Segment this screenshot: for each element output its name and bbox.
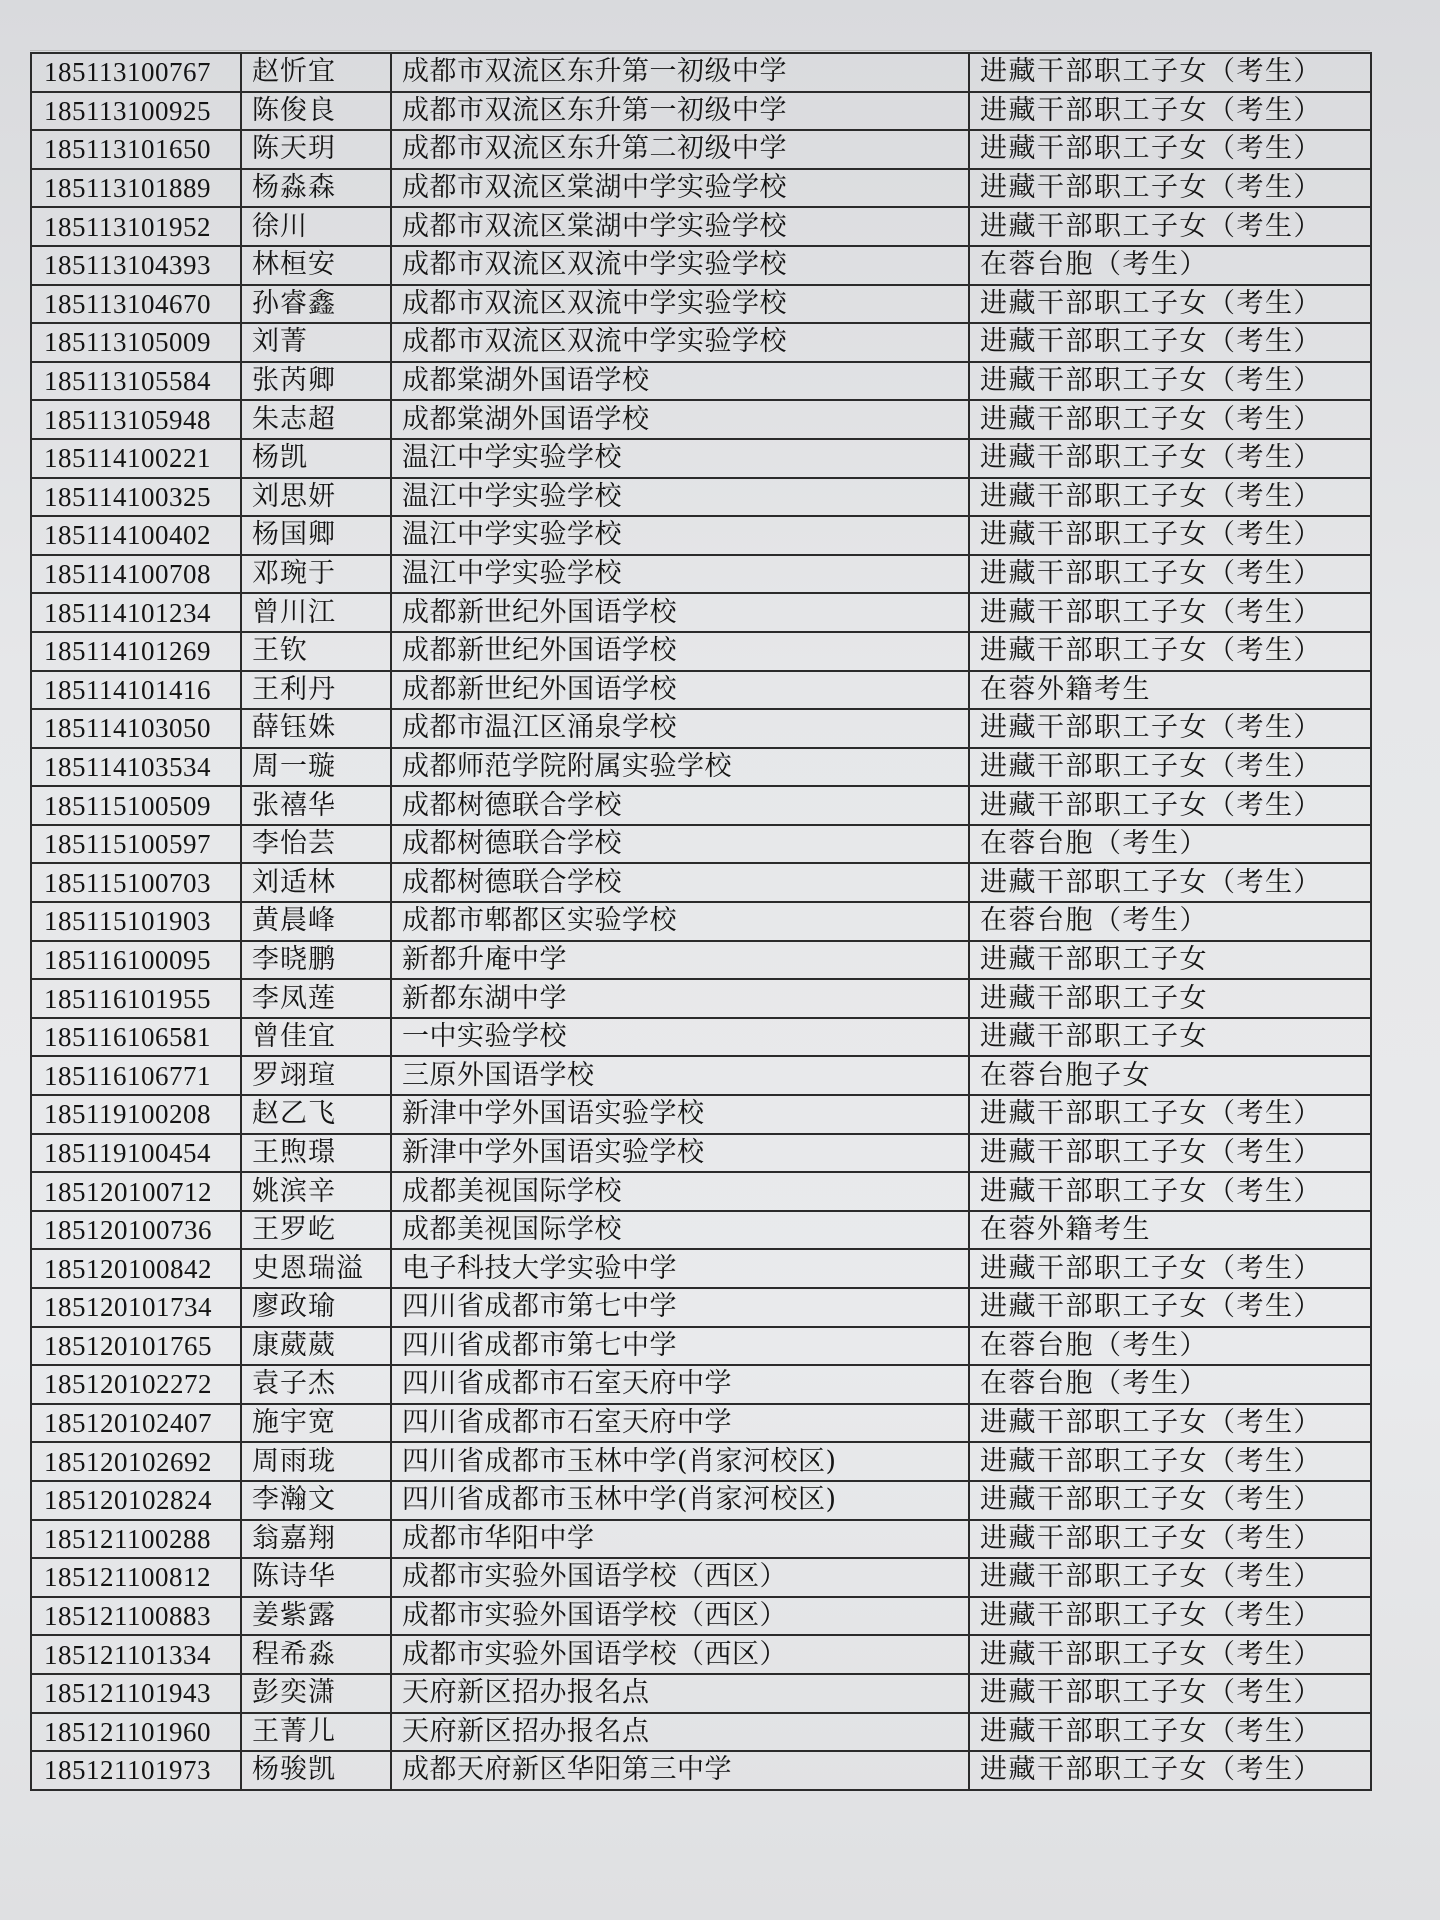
school-cell: 成都新世纪外国语学校	[391, 671, 969, 710]
exam-id-cell: 185115101903	[31, 902, 241, 941]
school-cell: 一中实验学校	[391, 1018, 969, 1057]
table-row	[31, 863, 1371, 902]
student-name-cell: 刘适林	[241, 863, 391, 902]
student-name-cell: 杨国卿	[241, 516, 391, 555]
category-cell: 进藏干部职工子女（考生）	[969, 593, 1371, 632]
school-cell: 成都市双流区东升第一初级中学	[391, 53, 969, 92]
exam-id-cell: 185114103050	[31, 709, 241, 748]
student-name-cell: 陈天玥	[241, 130, 391, 169]
category-cell: 进藏干部职工子女	[969, 941, 1371, 980]
student-name-cell: 陈俊良	[241, 92, 391, 131]
school-cell: 三原外国语学校	[391, 1056, 969, 1095]
table-row	[31, 207, 1371, 246]
exam-id-cell: 185121100812	[31, 1558, 241, 1597]
exam-id-cell: 185113105009	[31, 323, 241, 362]
exam-id-cell: 185121101334	[31, 1635, 241, 1674]
school-cell: 成都市双流区双流中学实验学校	[391, 323, 969, 362]
exam-id-cell: 185120100842	[31, 1249, 241, 1288]
student-name-cell: 廖政瑜	[241, 1288, 391, 1327]
category-cell: 在蓉台胞（考生）	[969, 1365, 1371, 1404]
category-cell: 在蓉外籍考生	[969, 1211, 1371, 1250]
exam-id-cell: 185121101943	[31, 1674, 241, 1713]
exam-id-cell: 185120102692	[31, 1442, 241, 1481]
table-row	[31, 1172, 1371, 1211]
exam-id-cell: 185113104670	[31, 285, 241, 324]
exam-id-cell: 185113105584	[31, 362, 241, 401]
student-name-cell: 孙睿鑫	[241, 285, 391, 324]
category-cell: 进藏干部职工子女（考生）	[969, 516, 1371, 555]
exam-id-cell: 185113100925	[31, 92, 241, 131]
school-cell: 四川省成都市玉林中学(肖家河校区)	[391, 1481, 969, 1520]
table-row	[31, 1635, 1371, 1674]
student-name-cell: 翁嘉翔	[241, 1520, 391, 1559]
table-row	[31, 593, 1371, 632]
table-row	[31, 246, 1371, 285]
student-name-cell: 李瀚文	[241, 1481, 391, 1520]
category-cell: 进藏干部职工子女（考生）	[969, 1095, 1371, 1134]
school-cell: 成都市实验外国语学校（西区）	[391, 1635, 969, 1674]
exam-id-cell: 185113105948	[31, 400, 241, 439]
exam-id-cell: 185113100767	[31, 53, 241, 92]
table-row	[31, 941, 1371, 980]
school-cell: 温江中学实验学校	[391, 478, 969, 517]
category-cell: 进藏干部职工子女（考生）	[969, 1172, 1371, 1211]
school-cell: 成都市温江区涌泉学校	[391, 709, 969, 748]
school-cell: 成都新世纪外国语学校	[391, 632, 969, 671]
table-row	[31, 1056, 1371, 1095]
exam-id-cell: 185114100221	[31, 439, 241, 478]
student-name-cell: 袁子杰	[241, 1365, 391, 1404]
student-name-cell: 姜紫露	[241, 1597, 391, 1636]
table-row	[31, 92, 1371, 131]
table-row	[31, 1520, 1371, 1559]
table-row	[31, 1597, 1371, 1636]
student-name-cell: 刘菁	[241, 323, 391, 362]
exam-id-cell: 185115100597	[31, 825, 241, 864]
exam-id-cell: 185120102824	[31, 1481, 241, 1520]
student-name-cell: 曾佳宜	[241, 1018, 391, 1057]
table-row	[31, 1404, 1371, 1443]
category-cell: 进藏干部职工子女（考生）	[969, 169, 1371, 208]
category-cell: 进藏干部职工子女（考生）	[969, 1597, 1371, 1636]
student-name-cell: 彭奕潇	[241, 1674, 391, 1713]
exam-id-cell: 185121100288	[31, 1520, 241, 1559]
exam-id-cell: 185113101952	[31, 207, 241, 246]
student-name-cell: 曾川江	[241, 593, 391, 632]
school-cell: 成都市华阳中学	[391, 1520, 969, 1559]
student-name-cell: 李晓鹏	[241, 941, 391, 980]
category-cell: 进藏干部职工子女（考生）	[969, 1404, 1371, 1443]
student-name-cell: 刘思妍	[241, 478, 391, 517]
exam-id-cell: 185121101973	[31, 1751, 241, 1790]
exam-id-cell: 185113101650	[31, 130, 241, 169]
exam-id-cell: 185114103534	[31, 748, 241, 787]
table-row	[31, 1365, 1371, 1404]
category-cell: 进藏干部职工子女（考生）	[969, 863, 1371, 902]
school-cell: 四川省成都市第七中学	[391, 1288, 969, 1327]
category-cell: 进藏干部职工子女	[969, 1018, 1371, 1057]
table-row	[31, 362, 1371, 401]
exam-id-cell: 185114100325	[31, 478, 241, 517]
candidate-table	[30, 52, 1372, 1791]
exam-id-cell: 185121101960	[31, 1713, 241, 1752]
student-name-cell: 周一璇	[241, 748, 391, 787]
exam-id-cell: 185113101889	[31, 169, 241, 208]
exam-id-cell: 185116106771	[31, 1056, 241, 1095]
category-cell: 在蓉外籍考生	[969, 671, 1371, 710]
school-cell: 成都美视国际学校	[391, 1211, 969, 1250]
category-cell: 进藏干部职工子女（考生）	[969, 1481, 1371, 1520]
table-row	[31, 748, 1371, 787]
school-cell: 成都美视国际学校	[391, 1172, 969, 1211]
school-cell: 四川省成都市玉林中学(肖家河校区)	[391, 1442, 969, 1481]
table-row	[31, 786, 1371, 825]
student-name-cell: 赵乙飞	[241, 1095, 391, 1134]
exam-id-cell: 185120100736	[31, 1211, 241, 1250]
school-cell: 成都棠湖外国语学校	[391, 362, 969, 401]
school-cell: 新津中学外国语实验学校	[391, 1095, 969, 1134]
student-name-cell: 王利丹	[241, 671, 391, 710]
exam-id-cell: 185114100708	[31, 555, 241, 594]
student-name-cell: 施宇宽	[241, 1404, 391, 1443]
student-name-cell: 王煦璟	[241, 1134, 391, 1173]
school-cell: 成都树德联合学校	[391, 786, 969, 825]
table-row	[31, 1095, 1371, 1134]
exam-id-cell: 185116100095	[31, 941, 241, 980]
student-name-cell: 张禧华	[241, 786, 391, 825]
school-cell: 成都树德联合学校	[391, 863, 969, 902]
category-cell: 进藏干部职工子女（考生）	[969, 478, 1371, 517]
table-row	[31, 1442, 1371, 1481]
exam-id-cell: 185121100883	[31, 1597, 241, 1636]
school-cell: 成都市实验外国语学校（西区）	[391, 1597, 969, 1636]
exam-id-cell: 185114101269	[31, 632, 241, 671]
category-cell: 进藏干部职工子女（考生）	[969, 207, 1371, 246]
table-row	[31, 555, 1371, 594]
category-cell: 进藏干部职工子女（考生）	[969, 1288, 1371, 1327]
category-cell: 在蓉台胞（考生）	[969, 246, 1371, 285]
school-cell: 温江中学实验学校	[391, 516, 969, 555]
table-row	[31, 478, 1371, 517]
table-row	[31, 902, 1371, 941]
student-name-cell: 周雨珑	[241, 1442, 391, 1481]
student-name-cell: 薛钰姝	[241, 709, 391, 748]
table-row	[31, 285, 1371, 324]
category-cell: 在蓉台胞（考生）	[969, 902, 1371, 941]
student-name-cell: 黄晨峰	[241, 902, 391, 941]
student-name-cell: 赵忻宜	[241, 53, 391, 92]
table-row	[31, 1558, 1371, 1597]
category-cell: 进藏干部职工子女（考生）	[969, 92, 1371, 131]
category-cell: 进藏干部职工子女（考生）	[969, 400, 1371, 439]
category-cell: 进藏干部职工子女（考生）	[969, 323, 1371, 362]
category-cell: 进藏干部职工子女（考生）	[969, 1674, 1371, 1713]
exam-id-cell: 185114101416	[31, 671, 241, 710]
school-cell: 天府新区招办报名点	[391, 1674, 969, 1713]
table-row	[31, 1211, 1371, 1250]
exam-id-cell: 185114101234	[31, 593, 241, 632]
student-name-cell: 李怡芸	[241, 825, 391, 864]
category-cell: 在蓉台胞子女	[969, 1056, 1371, 1095]
category-cell: 进藏干部职工子女（考生）	[969, 1635, 1371, 1674]
student-name-cell: 李凤莲	[241, 979, 391, 1018]
school-cell: 成都新世纪外国语学校	[391, 593, 969, 632]
category-cell: 进藏干部职工子女（考生）	[969, 53, 1371, 92]
category-cell: 进藏干部职工子女（考生）	[969, 1442, 1371, 1481]
student-name-cell: 康葳葳	[241, 1327, 391, 1366]
table-row	[31, 1751, 1371, 1790]
student-name-cell: 程希淼	[241, 1635, 391, 1674]
student-name-cell: 姚滨辛	[241, 1172, 391, 1211]
category-cell: 进藏干部职工子女（考生）	[969, 1558, 1371, 1597]
category-cell: 进藏干部职工子女（考生）	[969, 439, 1371, 478]
exam-id-cell: 185119100208	[31, 1095, 241, 1134]
school-cell: 成都棠湖外国语学校	[391, 400, 969, 439]
student-name-cell: 邓琬于	[241, 555, 391, 594]
category-cell: 进藏干部职工子女（考生）	[969, 1134, 1371, 1173]
student-name-cell: 杨骏凯	[241, 1751, 391, 1790]
table-row	[31, 1018, 1371, 1057]
category-cell: 进藏干部职工子女（考生）	[969, 786, 1371, 825]
table-row	[31, 979, 1371, 1018]
table-row	[31, 671, 1371, 710]
school-cell: 成都市双流区棠湖中学实验学校	[391, 169, 969, 208]
student-name-cell: 林桓安	[241, 246, 391, 285]
exam-id-cell: 185116106581	[31, 1018, 241, 1057]
category-cell: 进藏干部职工子女（考生）	[969, 1751, 1371, 1790]
table-row	[31, 709, 1371, 748]
school-cell: 电子科技大学实验中学	[391, 1249, 969, 1288]
exam-id-cell: 185120102272	[31, 1365, 241, 1404]
exam-id-cell: 185120102407	[31, 1404, 241, 1443]
category-cell: 进藏干部职工子女（考生）	[969, 555, 1371, 594]
school-cell: 天府新区招办报名点	[391, 1713, 969, 1752]
exam-id-cell: 185115100703	[31, 863, 241, 902]
table-row	[31, 632, 1371, 671]
table-row	[31, 439, 1371, 478]
table-row	[31, 1327, 1371, 1366]
school-cell: 成都天府新区华阳第三中学	[391, 1751, 969, 1790]
exam-id-cell: 185115100509	[31, 786, 241, 825]
category-cell: 进藏干部职工子女（考生）	[969, 709, 1371, 748]
category-cell: 进藏干部职工子女（考生）	[969, 1520, 1371, 1559]
school-cell: 成都市双流区东升第一初级中学	[391, 92, 969, 131]
school-cell: 新都东湖中学	[391, 979, 969, 1018]
student-name-cell: 王钦	[241, 632, 391, 671]
school-cell: 成都市实验外国语学校（西区）	[391, 1558, 969, 1597]
table-row	[31, 130, 1371, 169]
table-row	[31, 169, 1371, 208]
table-row	[31, 1288, 1371, 1327]
table-row	[31, 825, 1371, 864]
exam-id-cell: 185119100454	[31, 1134, 241, 1173]
student-name-cell: 陈诗华	[241, 1558, 391, 1597]
school-cell: 温江中学实验学校	[391, 555, 969, 594]
exam-id-cell: 185120101734	[31, 1288, 241, 1327]
school-cell: 新都升庵中学	[391, 941, 969, 980]
school-cell: 四川省成都市第七中学	[391, 1327, 969, 1366]
exam-id-cell: 185114100402	[31, 516, 241, 555]
student-name-cell: 杨淼森	[241, 169, 391, 208]
table-row	[31, 400, 1371, 439]
category-cell: 进藏干部职工子女（考生）	[969, 362, 1371, 401]
student-name-cell: 徐川	[241, 207, 391, 246]
student-name-cell: 朱志超	[241, 400, 391, 439]
school-cell: 四川省成都市石室天府中学	[391, 1365, 969, 1404]
school-cell: 成都师范学院附属实验学校	[391, 748, 969, 787]
school-cell: 新津中学外国语实验学校	[391, 1134, 969, 1173]
candidate-table-body	[31, 53, 1371, 1790]
school-cell: 成都市双流区棠湖中学实验学校	[391, 207, 969, 246]
category-cell: 在蓉台胞（考生）	[969, 825, 1371, 864]
category-cell: 进藏干部职工子女（考生）	[969, 632, 1371, 671]
student-name-cell: 张芮卿	[241, 362, 391, 401]
table-row	[31, 1713, 1371, 1752]
category-cell: 进藏干部职工子女（考生）	[969, 285, 1371, 324]
school-cell: 温江中学实验学校	[391, 439, 969, 478]
exam-id-cell: 185120101765	[31, 1327, 241, 1366]
student-name-cell: 王罗屹	[241, 1211, 391, 1250]
student-name-cell: 王菁儿	[241, 1713, 391, 1752]
table-row	[31, 1481, 1371, 1520]
exam-id-cell: 185113104393	[31, 246, 241, 285]
table-row	[31, 323, 1371, 362]
school-cell: 成都市双流区双流中学实验学校	[391, 246, 969, 285]
category-cell: 进藏干部职工子女（考生）	[969, 1249, 1371, 1288]
table-row	[31, 1674, 1371, 1713]
category-cell: 进藏干部职工子女（考生）	[969, 748, 1371, 787]
school-cell: 成都市双流区双流中学实验学校	[391, 285, 969, 324]
table-row	[31, 53, 1371, 92]
school-cell: 四川省成都市石室天府中学	[391, 1404, 969, 1443]
student-name-cell: 罗翊瑄	[241, 1056, 391, 1095]
category-cell: 进藏干部职工子女（考生）	[969, 1713, 1371, 1752]
school-cell: 成都树德联合学校	[391, 825, 969, 864]
exam-id-cell: 185120100712	[31, 1172, 241, 1211]
student-name-cell: 史恩瑞溢	[241, 1249, 391, 1288]
category-cell: 进藏干部职工子女（考生）	[969, 130, 1371, 169]
student-name-cell: 杨凯	[241, 439, 391, 478]
exam-id-cell: 185116101955	[31, 979, 241, 1018]
table-top-edge	[30, 50, 1370, 51]
category-cell: 在蓉台胞（考生）	[969, 1327, 1371, 1366]
table-row	[31, 1134, 1371, 1173]
table-row	[31, 516, 1371, 555]
school-cell: 成都市郫都区实验学校	[391, 902, 969, 941]
school-cell: 成都市双流区东升第二初级中学	[391, 130, 969, 169]
table-row	[31, 1249, 1371, 1288]
category-cell: 进藏干部职工子女	[969, 979, 1371, 1018]
